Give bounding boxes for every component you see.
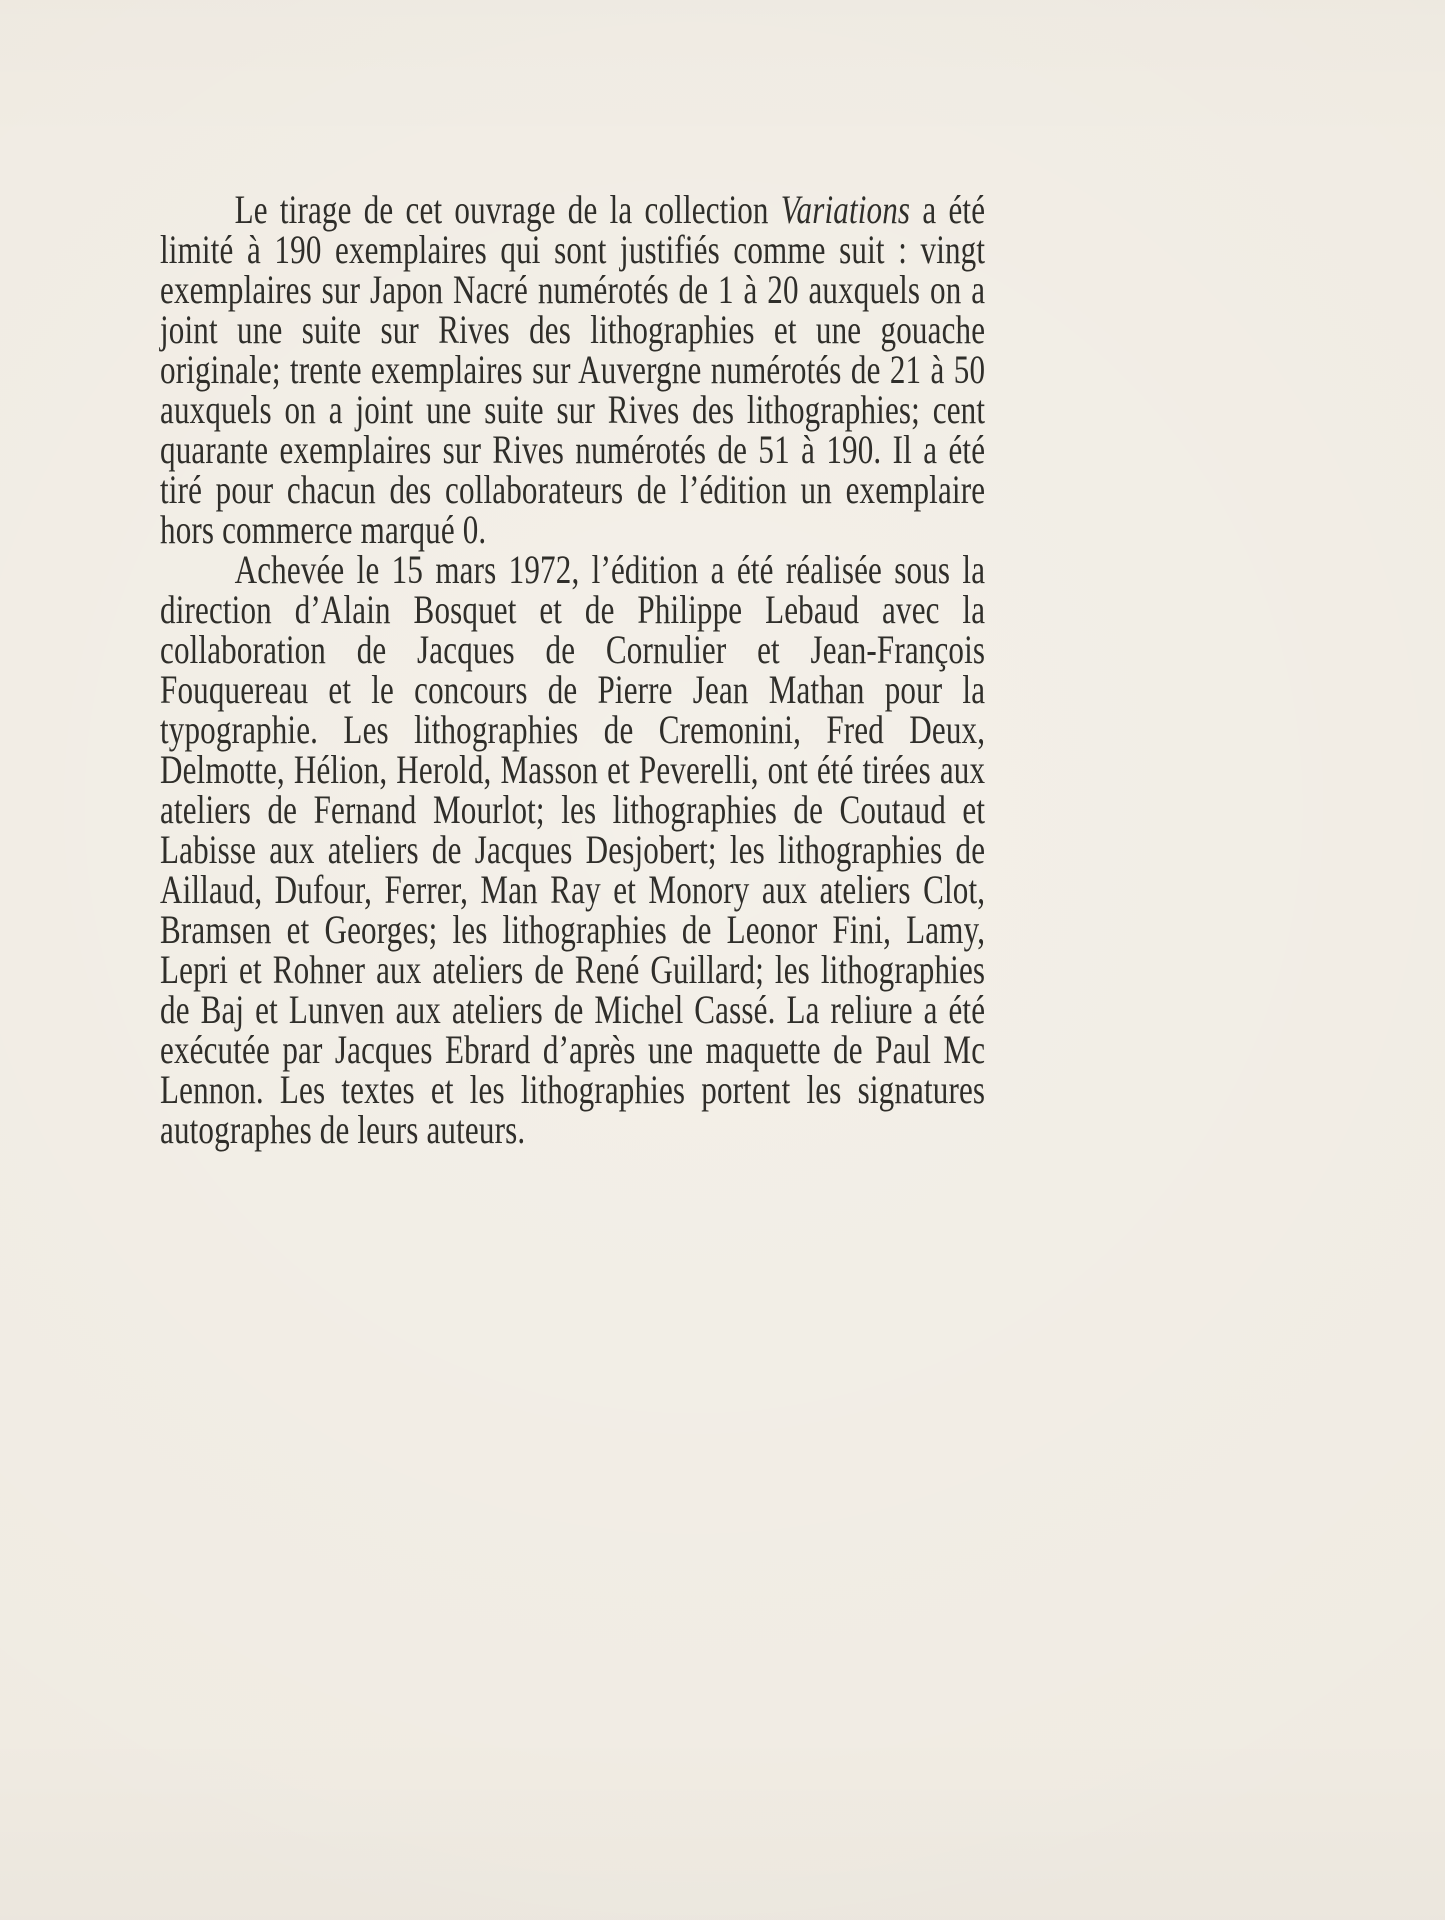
justification-text-before: Le tirage de cet ouvrage de la collection bbox=[234, 187, 781, 232]
justification-paragraph bbox=[160, 187, 986, 552]
collection-title-italic: Variations bbox=[780, 187, 911, 232]
colophon-text-block bbox=[160, 187, 986, 1152]
credits-paragraph: Achevée le 15 mars 1972, l’édition a été réalisée sous la direction d’Alain Bosquet et de Philippe Lebaud avec la collaboration de Jacques de Cornulier et Jean-François Fouquereau et le concours de Pierre Jean Mathan pour la typographie. Les lithographies de Cremonini, Fred Deux, Delmotte, Hélion, Herold, Masson et Peverelli, ont été tirées aux ateliers de Fernand Mourlot; les lithographies de Coutaud et Labisse aux ateliers de Jacques Desjobert; les lithographies de Aillaud, Dufour, Ferrer, Man Ray et Monory aux ateliers Clot, Bramsen et Georges; les lithographies de Leonor Fini, Lamy, Lepri et Rohner aux ateliers de René Guillard; les lithographies de Baj et Lunven aux ateliers de Michel Cassé. La reliure a été exécutée par Jacques Ebrard d’après une maquette de Paul Mc Lennon. Les textes et les lithographies portent les signatures autographes de leurs auteurs. bbox=[160, 547, 986, 1152]
justification-text-after: a été limité à 190 exemplaires qui sont justifiés comme suit : vingt exemplaires sur Japon Nacré numérotés de 1 à 20 auxquels on a joint une suite sur Rives des lithographies et une gouache originale; trente exemplaires sur Auvergne numérotés de 21 à 50 auxquels on a joint une suite sur Rives des lithographies; cent quarante exemplaires sur Rives numérotés de 51 à 190. Il a été tiré pour chacun des collaborateurs de l’édition un exemplaire hors commerce marqué 0. bbox=[160, 187, 986, 552]
